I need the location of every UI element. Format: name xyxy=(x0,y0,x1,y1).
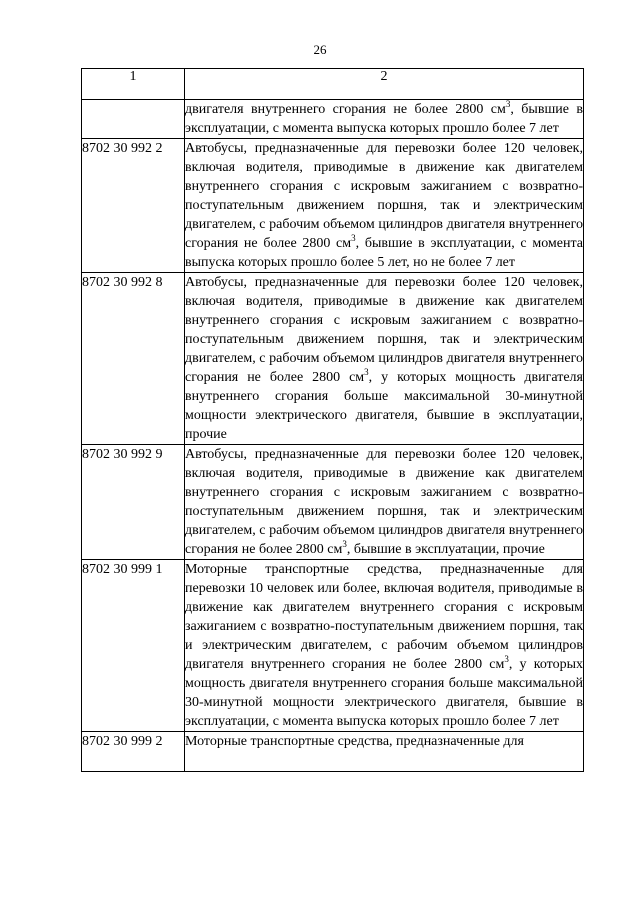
description-text-tail: , бывшие в эксплуатации, с момента выпуска которых прошло более 7 лет xyxy=(185,102,583,136)
description-cell xyxy=(185,445,584,560)
superscript: 3 xyxy=(364,367,369,377)
table-row xyxy=(82,273,584,445)
description-cell xyxy=(185,273,584,445)
column-header-2: 2 xyxy=(185,69,584,100)
code-cell: 8702 30 992 9 xyxy=(82,445,185,560)
table-row xyxy=(82,445,584,560)
superscript: 3 xyxy=(504,654,509,664)
superscript: 3 xyxy=(505,99,511,109)
code-cell: 8702 30 992 2 xyxy=(82,139,185,273)
code-cell: 8702 30 999 2 xyxy=(82,732,185,772)
description-text-tail: , бывшие в эксплуатации, прочие xyxy=(346,542,545,557)
description-text: Автобусы, предназначенные для перевозки более 120 человек, включая водителя, приводимые в движение как двигателем внутреннего сгорания с искровым зажиганием с возвратно-поступательным движением поршня, так и электрическим двигателем, с рабочим объемом цилиндров двигателя внутреннего сгорания не более 2800 см xyxy=(185,275,583,385)
description-text: Автобусы, предназначенные для перевозки более 120 человек, включая водителя, приводимые в движение как двигателем внутреннего сгорания с искровым зажиганием с возвратно-поступательным движением поршня, так и электрическим двигателем, с рабочим объемом цилиндров двигателя внутреннего сгорания не более 2800 см xyxy=(185,141,583,251)
description-text-tail: , бывшие в эксплуатации, с момента выпуска которых прошло более 5 лет, но не более 7 лет xyxy=(185,236,583,270)
description-text-tail: , у которых мощность двигателя внутреннего сгорания больше максимальной 30-минутной мощности электрического двигателя, бывшие в эксплуатации, с момента выпуска которых прошло более 7 лет xyxy=(185,657,584,729)
superscript: 3 xyxy=(342,539,347,549)
table-header-row xyxy=(82,69,584,100)
superscript: 3 xyxy=(351,233,356,243)
description-text: Автобусы, предназначенные для перевозки более 120 человек, включая водителя, приводимые в движение как двигателем внутреннего сгорания с искровым зажиганием с возвратно-поступательным движением поршня, так и электрическим двигателем, с рабочим объемом цилиндров двигателя внутреннего сгорания не более 2800 см xyxy=(185,447,583,557)
description-cell xyxy=(185,100,584,139)
description-text-tail: , у которых мощность двигателя внутреннего сгорания больше максимальной 30-минутной мощности электрического двигателя, бывшие в эксплуатации, прочие xyxy=(185,370,583,442)
tariff-table xyxy=(81,68,584,772)
description-cell xyxy=(185,560,584,732)
table-row xyxy=(82,139,584,273)
page-number: 26 xyxy=(313,42,327,57)
code-cell: 8702 30 992 8 xyxy=(82,273,185,445)
description-cell xyxy=(185,732,584,772)
code-cell xyxy=(82,100,185,139)
table-row xyxy=(82,560,584,732)
description-text: Моторные транспортные средства, предназначенные для xyxy=(185,734,524,749)
column-header-1: 1 xyxy=(82,69,185,100)
table-row xyxy=(82,732,584,772)
description-text: двигателя внутреннего сгорания не более 2800 см xyxy=(185,102,506,117)
table-row xyxy=(82,100,584,139)
code-cell: 8702 30 999 1 xyxy=(82,560,185,732)
description-cell xyxy=(185,139,584,273)
description-text: Моторные транспортные средства, предназначенные для перевозки 10 человек или более, включая водителя, приводимые в движение как двигателем внутреннего сгорания с искровым зажиганием с возвратно-поступательным движением поршня, так и электрическим двигателем, с рабочим объемом цилиндров двигателя внутреннего сгорания не более 2800 см xyxy=(185,562,583,672)
